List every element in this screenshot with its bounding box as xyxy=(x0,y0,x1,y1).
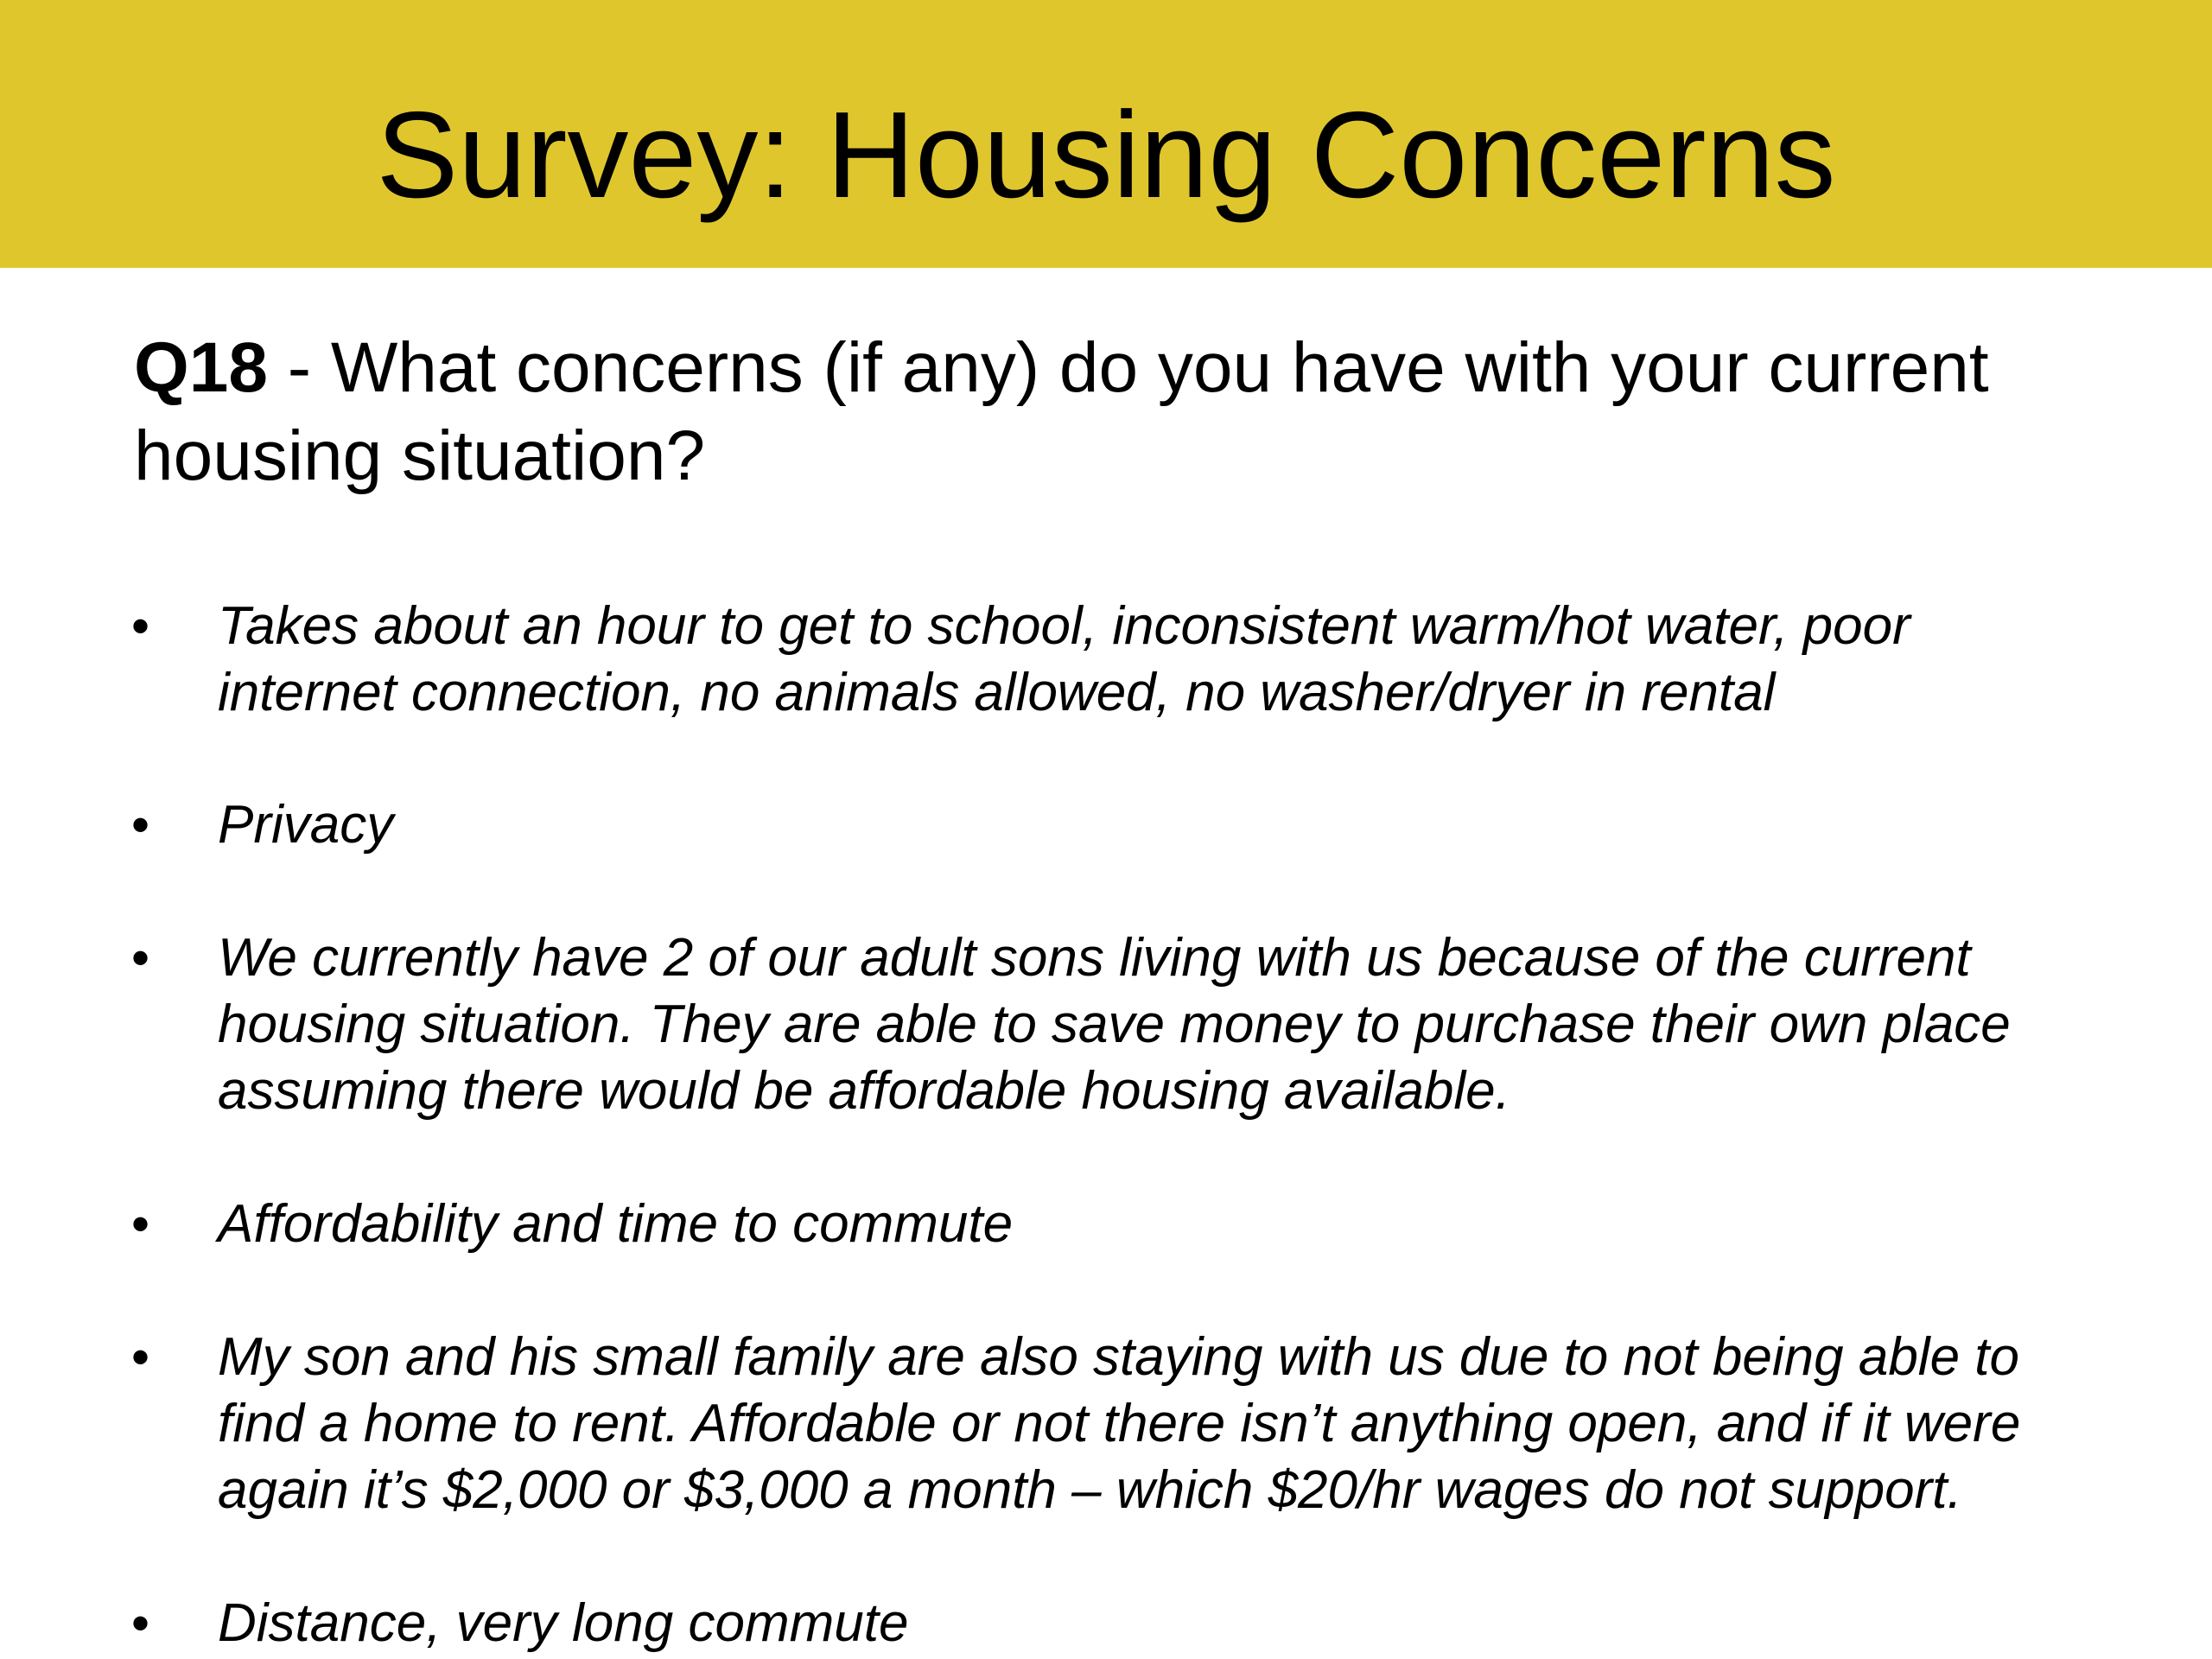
bullet-icon: • xyxy=(131,1328,150,1386)
bullet-icon: • xyxy=(131,1594,150,1652)
bullet-icon: • xyxy=(131,1195,150,1253)
response-text: Takes about an hour to get to school, inconsistent warm/hot water, poor internet connection, no animals allowed, no washer/dryer in rental xyxy=(218,596,1910,722)
response-text: We currently have 2 of our adult sons living with us because of the current housing situation. They are able to save money to purchase their own place assuming there would be affordable housing available. xyxy=(218,928,2011,1121)
response-text: Distance, very long commute xyxy=(218,1593,909,1653)
bullet-icon: • xyxy=(131,929,150,987)
response-text: My son and his small family are also staying with us due to not being able to find a home to rent. Affordable or not there isn’t anything open, and if it were again it’s $2,000 or $3,000 a month – which $20/hr wages do not support. xyxy=(218,1327,2021,1520)
question-text: - What concerns (if any) do you have with your current housing situation? xyxy=(134,328,1989,495)
bullet-icon: • xyxy=(131,597,150,655)
bullet-icon: • xyxy=(131,796,150,854)
slide-title: Survey: Housing Concerns xyxy=(376,86,1836,224)
response-text: Privacy xyxy=(218,795,394,855)
question-number: Q18 xyxy=(134,328,268,407)
response-text: Affordability and time to commute xyxy=(218,1194,1014,1254)
